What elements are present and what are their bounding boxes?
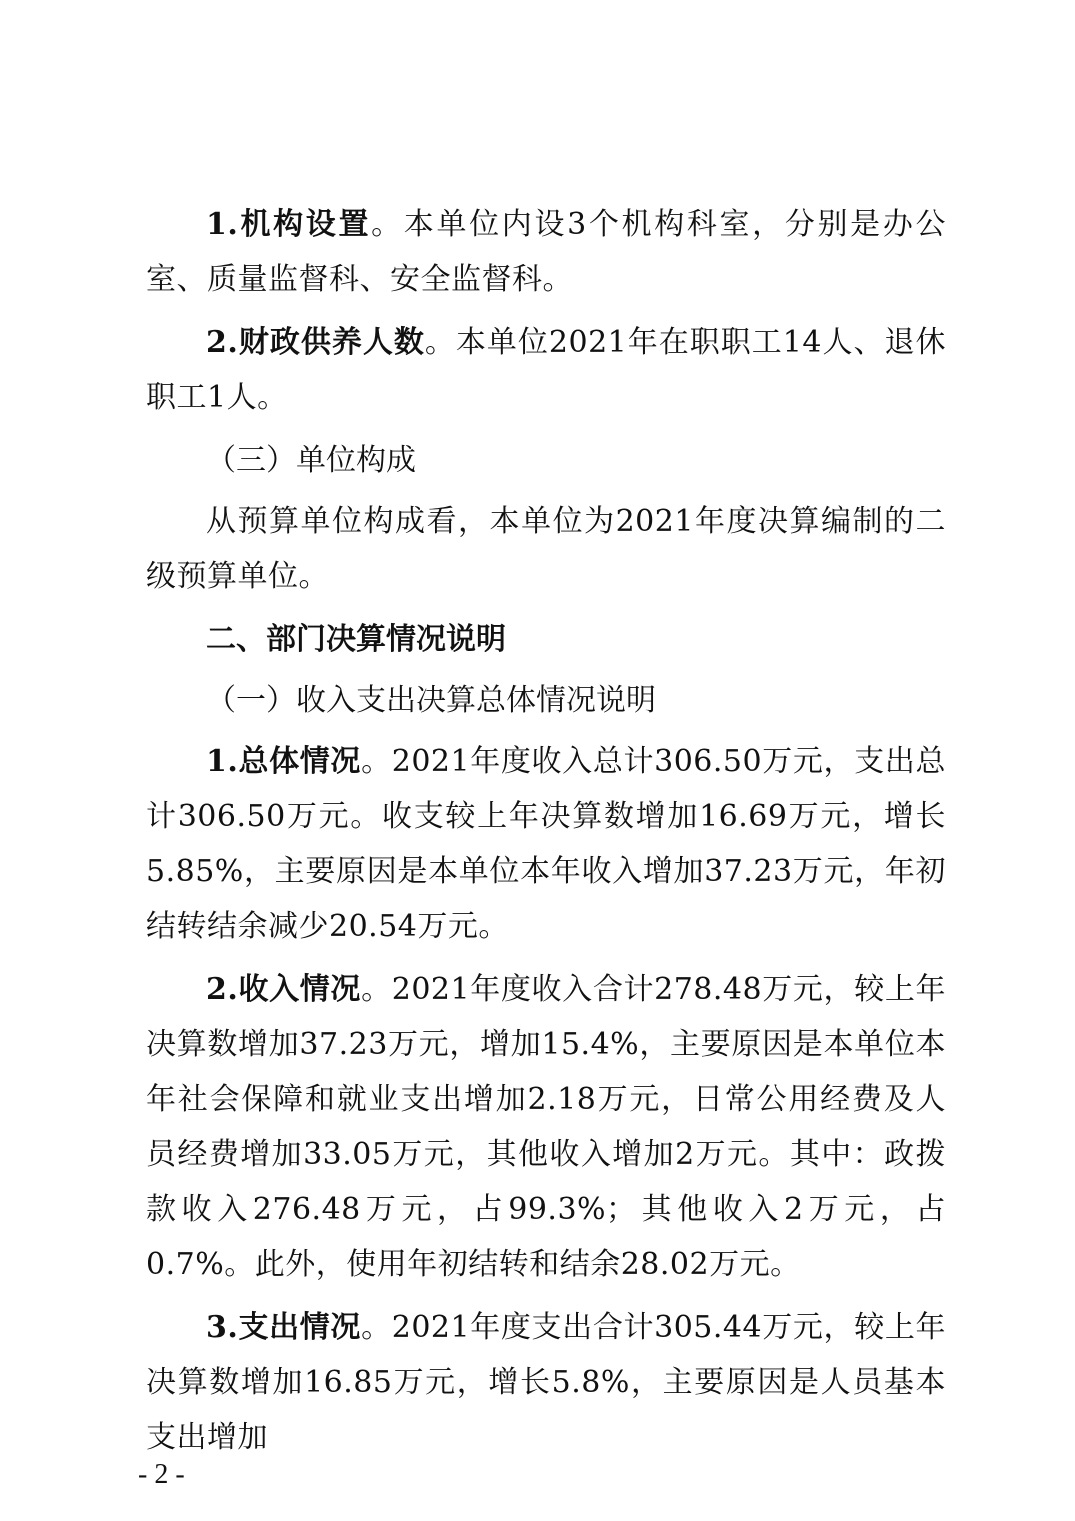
paragraph-staff-count [146,315,946,425]
paragraph-body: 。2021年度支出合计305.44万元，较上年决算数增加16.85万元，增长5.8%，主要原因是人员基本支出增加 [146,1310,946,1455]
paragraph-income [146,962,946,1292]
paragraph-lead: 1.总体情况 [206,744,362,779]
paragraph-org-setup [146,197,946,307]
paragraph-body: 。本单位内设3个机构科室，分别是办公室、质量监督科、安全监督科。 [146,207,946,297]
paragraph-expense [146,1300,946,1465]
section-heading-final-accounts: 二、部门决算情况说明 [206,622,506,657]
paragraph-lead: 2.财政供养人数 [206,325,425,360]
paragraph-body: 。2021年度收入合计278.48万元，较上年决算数增加37.23万元，增加15.4%，主要原因是本单位本年社会保障和就业支出增加2.18万元，日常公用经费及人员经费增加33.05万元，其他收入增加2万元。其中：政拨款收入276.48万元，占99.3%；其他收入2万元，占0.7%。此外，使用年初结转和结余28.02万元。 [146,972,946,1282]
paragraph-lead: 3.支出情况 [206,1310,362,1345]
paragraph-lead: 2.收入情况 [206,972,362,1007]
paragraph-body: 从预算单位构成看，本单位为2021年度决算编制的二级预算单位。 [146,504,946,594]
section-subheading-income-expense: （一）收入支出决算总体情况说明 [206,683,656,718]
paragraph-lead: 1.机构设置 [206,207,372,242]
page-number: - 2 - [138,1459,185,1490]
paragraph-overall [146,734,946,954]
paragraph-body: 。2021年度收入总计306.50万元，支出总计306.50万元。收支较上年决算数增加16.69万元，增长5.85%，主要原因是本单位本年收入增加37.23万元，年初结转结余减少20.54万元。 [146,744,946,944]
paragraph-unit-composition [146,494,946,604]
section-subheading-unit-composition: （三）单位构成 [206,443,416,478]
paragraph-body: 。本单位2021年在职职工14人、退休职工1人。 [146,325,946,415]
document-page [146,197,946,1473]
